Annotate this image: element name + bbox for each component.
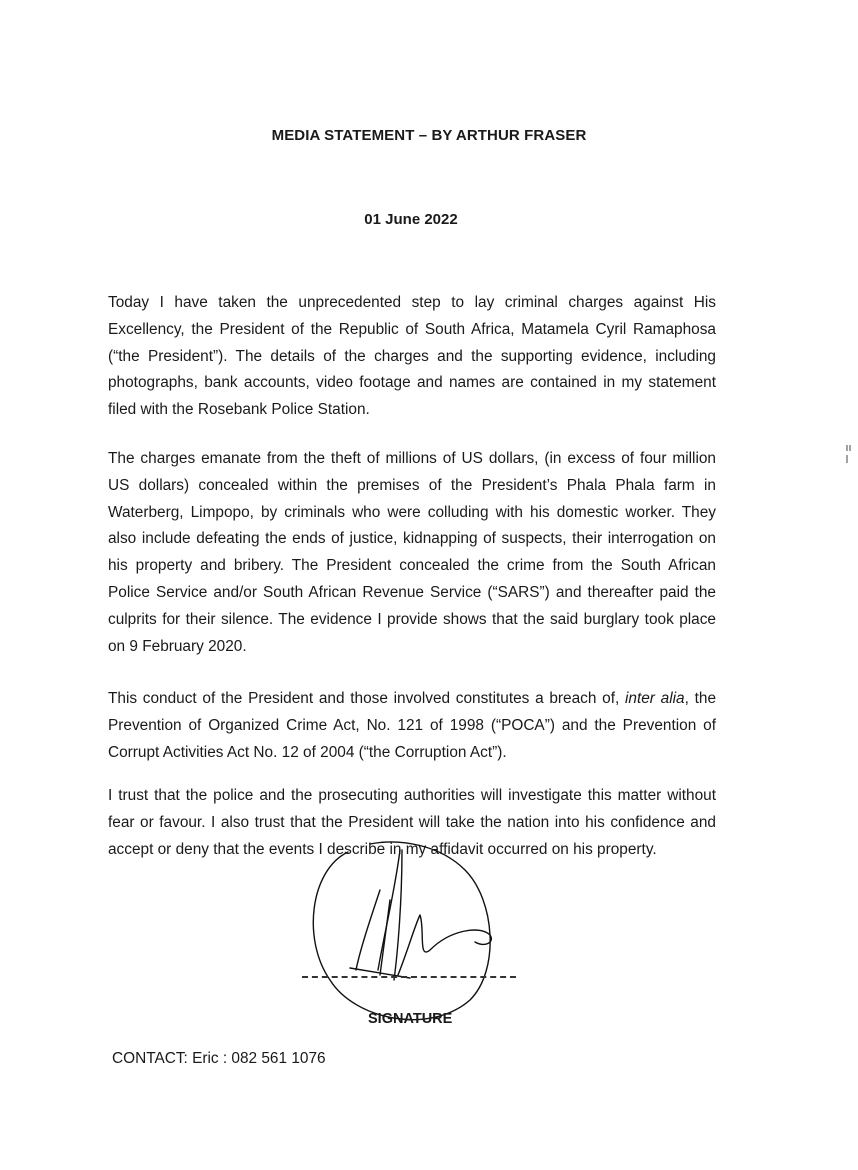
scan-edge-mark (846, 443, 852, 465)
paragraph-3-italic: inter alia (624, 690, 685, 707)
signature-line (302, 976, 516, 978)
paragraph-3-after: , the Prevention of Organized Crime Act, No. 121 of 1998 (“POCA”) and the Prevention of Corrupt Activities Act No. 12 of 2004 (“the Corruption Act”). (108, 690, 717, 761)
document-date: 01 June 2022 (364, 211, 458, 228)
paragraph-1: Today I have taken the unprecedented step to lay criminal charges against His Excellency, the President of the Republic of South Africa, Matamela Cyril Ramaphosa (“the President”). The details of the charges and the supporting evidence, including photographs, bank accounts, video footage and names are contained in my statement filed with the Rosebank Police Station. (108, 294, 716, 419)
paragraph-3-before: This conduct of the President and those involved constitutes a breach of, (108, 690, 625, 707)
paragraph-4: I trust that the police and the prosecuting authorities will investigate this matter without fear or favour. I also trust that the President will take the nation into his confidence and accept or deny that the events I describe in my affidavit occurred on his property. (108, 787, 716, 858)
signature-label: SIGNATURE (368, 1011, 453, 1027)
paragraph-2: The charges emanate from the theft of millions of US dollars, (in excess of four million US dollars) concealed within the premises of the President’s Phala Phala farm in Waterberg, Limpopo, by criminals who were colluding with his domestic worker. They also include defeating the ends of justice, kidnapping of suspects, their interrogation on his property and bribery. The President concealed the crime from the South African Police Service and/or South African Revenue Service (“SARS”) and thereafter paid the culprits for their silence. The evidence I provide shows that the said burglary took place on 9 February 2020. (108, 450, 716, 655)
handwritten-signature (290, 830, 520, 1040)
contact-line: CONTACT: Eric : 082 561 1076 (112, 1050, 326, 1067)
paragraph-3 (108, 686, 716, 766)
document-title: MEDIA STATEMENT – BY ARTHUR FRASER (271, 127, 587, 144)
